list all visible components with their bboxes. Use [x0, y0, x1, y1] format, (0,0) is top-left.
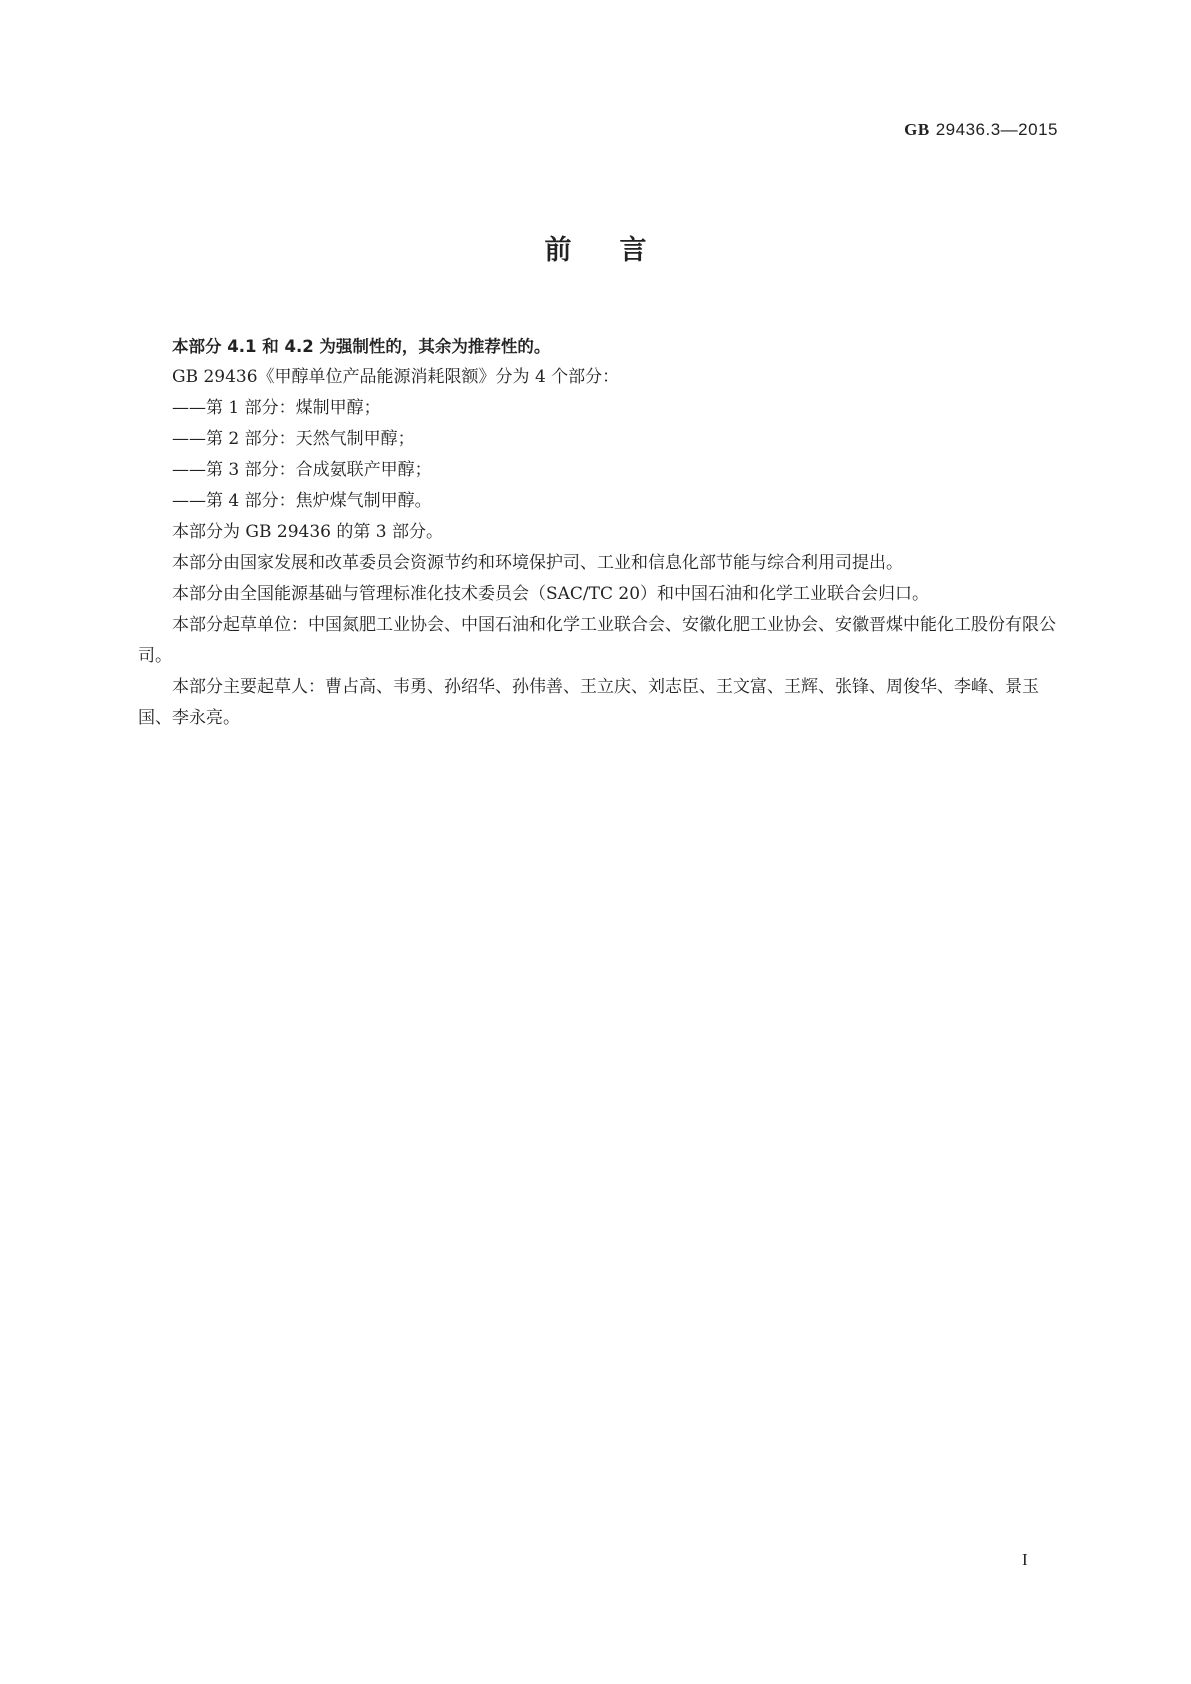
page-number: I [1022, 1550, 1028, 1569]
part-statement: 本部分为 GB 29436 的第 3 部分。 [172, 522, 443, 542]
drafting-units: 本部分起草单位：中国氮肥工业协会、中国石油和化学工业联合会、安徽化肥工业协会、安徽晋煤中能化工股份有限公司。 [138, 615, 1056, 666]
list-item: ——第 4 部分：焦炉煤气制甲醇。 [172, 491, 432, 511]
list-item: ——第 2 部分：天然气制甲醇； [172, 429, 415, 449]
parts-intro: GB 29436《甲醇单位产品能源消耗限额》分为 4 个部分： [172, 367, 620, 387]
standard-number: 29436.3—2015 [935, 120, 1058, 139]
list-item: ——第 1 部分：煤制甲醇； [172, 398, 381, 418]
proposer-statement: 本部分由国家发展和改革委员会资源节约和环境保护司、工业和信息化部节能与综合利用司提出。 [172, 553, 903, 573]
mandatory-clause-statement: 本部分 4.1 和 4.2 为强制性的，其余为推荐性的。 [172, 337, 551, 356]
foreword-body [138, 331, 1056, 734]
list-item: ——第 3 部分：合成氨联产甲醇； [172, 460, 432, 480]
drafters: 本部分主要起草人：曹占高、韦勇、孙绍华、孙伟善、王立庆、刘志臣、王文富、王辉、张锋、周俊华、李峰、景玉国、李永亮。 [138, 677, 1039, 728]
administration-statement: 本部分由全国能源基础与管理标准化技术委员会（SAC/TC 20）和中国石油和化学工业联合会归口。 [172, 584, 930, 604]
standard-prefix: GB [904, 120, 930, 139]
page-title: 前言 [544, 235, 695, 266]
standard-code [904, 120, 1058, 140]
